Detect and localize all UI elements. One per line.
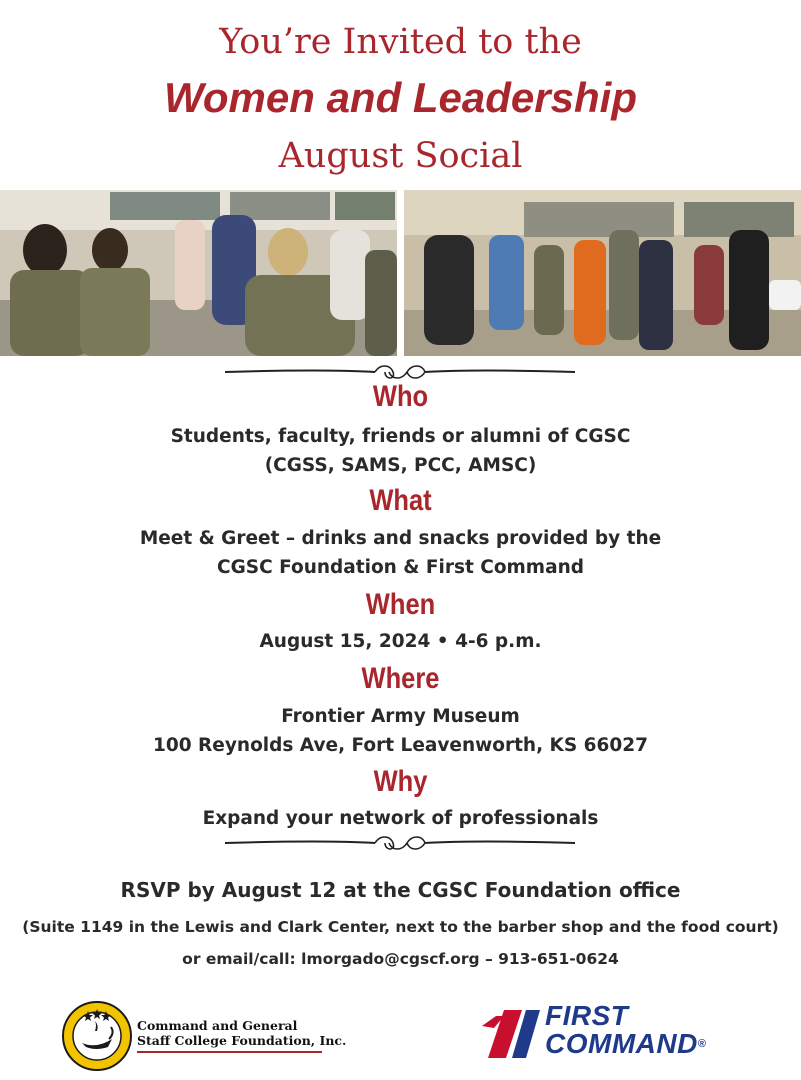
ornament-divider-top: [225, 364, 575, 380]
what-line-1: Meet & Greet – drinks and snacks provided by the: [139, 528, 662, 549]
where-heading: Where: [361, 662, 440, 695]
foundation-underline: [137, 1051, 322, 1053]
event-title: Women and Leadership: [164, 74, 637, 121]
foundation-name: [137, 1018, 346, 1048]
when-line-1: August 15, 2024 • 4-6 p.m.: [259, 631, 542, 652]
rsvp-location: (Suite 1149 in the Lewis and Clark Center, next to the barber shop and the food court): [22, 918, 779, 936]
why-heading: Why: [373, 765, 428, 798]
first-command-line-2-text: COMMAND: [545, 1028, 698, 1059]
event-photo-right: [404, 190, 801, 356]
foundation-name-line-2: Staff College Foundation, Inc.: [137, 1033, 347, 1048]
when-heading: When: [365, 588, 436, 621]
foundation-name-line-1: Command and General: [137, 1018, 298, 1033]
first-command-wordmark: [545, 1002, 706, 1058]
registered-mark: ®: [697, 1038, 707, 1050]
who-line-1: Students, faculty, friends or alumni of CGSC: [170, 426, 631, 447]
who-heading: Who: [372, 380, 429, 413]
where-line-1: Frontier Army Museum: [281, 706, 520, 727]
first-command-line-2: [545, 1030, 706, 1058]
foundation-seal-icon: [62, 1001, 132, 1071]
invite-line-1: You’re Invited to the: [219, 22, 582, 62]
why-line-1: Expand your network of professionals: [202, 808, 599, 829]
rsvp-line: RSVP by August 12 at the CGSC Foundation office: [120, 878, 681, 902]
first-command-line-1: FIRST: [545, 1000, 629, 1031]
event-subtitle: August Social: [278, 136, 523, 176]
first-command-1-icon: [482, 1006, 540, 1058]
where-line-2: 100 Reynolds Ave, Fort Leavenworth, KS 66027: [152, 735, 649, 756]
what-heading: What: [369, 484, 432, 517]
who-line-2: (CGSS, SAMS, PCC, AMSC): [264, 455, 537, 476]
what-line-2: CGSC Foundation & First Command: [217, 557, 584, 578]
rsvp-contact: or email/call: lmorgado@cgscf.org – 913-651-0624: [182, 950, 619, 968]
event-photo-left: [0, 190, 397, 356]
ornament-divider-bottom: [225, 835, 575, 851]
